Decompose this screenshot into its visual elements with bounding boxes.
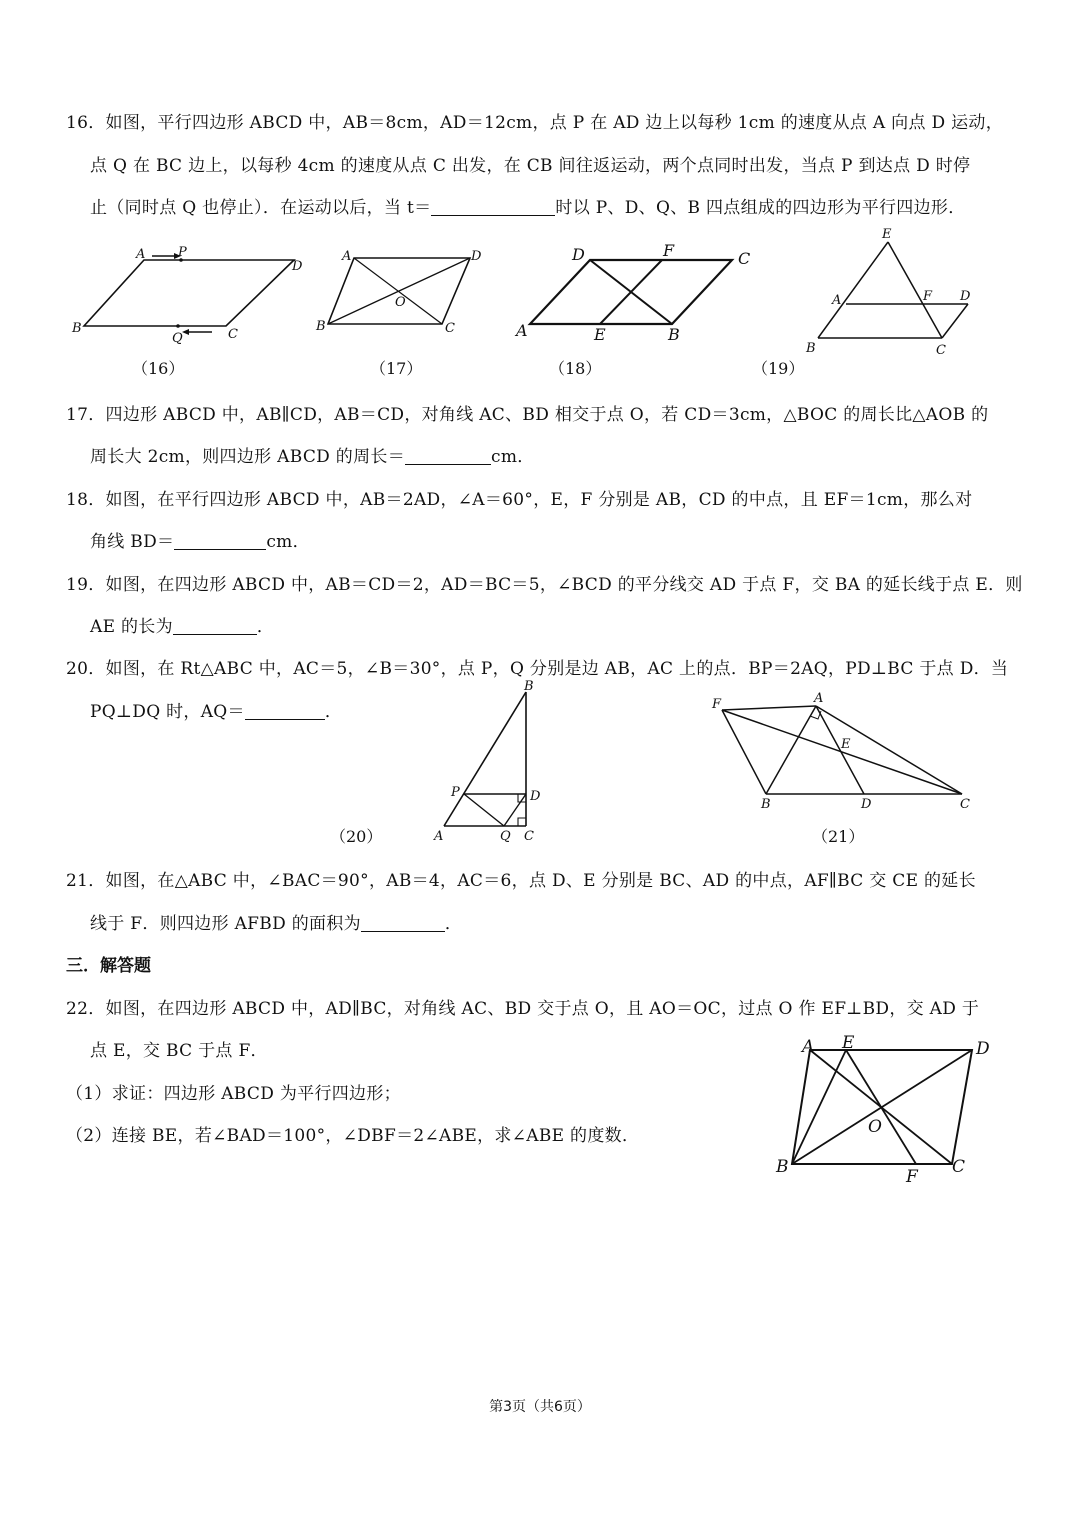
q22-part2: （2）连接 BE，若∠BAD＝100°，∠DBF＝2∠ABE，求∠ABE 的度数． — [66, 1126, 640, 1146]
segment-pq — [464, 794, 504, 826]
label-f: F — [923, 289, 933, 304]
segment-ab — [444, 692, 526, 826]
caption-17: （17） — [370, 359, 423, 378]
label-d: D — [530, 789, 541, 804]
label-c: C — [228, 327, 238, 342]
diagonal-bd — [590, 260, 672, 324]
label-q: Q — [500, 829, 511, 844]
caption-19: （19） — [752, 359, 805, 378]
answer-blank-21[interactable] — [361, 913, 445, 932]
q17-line1: 17．四边形 ABCD 中，AB∥CD，AB＝CD，对角线 AC、BD 相交于点 O，若 CD＝3cm，△BOC 的周长比△AOB 的 — [66, 405, 989, 425]
parallelogram-abcd — [84, 260, 294, 326]
label-f: F — [663, 241, 675, 260]
label-d: D — [471, 249, 482, 264]
label-b: B — [806, 341, 816, 356]
q22-part1: （1）求证：四边形 ABCD 为平行四边形； — [66, 1084, 401, 1104]
label-b: B — [524, 680, 534, 694]
label-c: C — [936, 343, 946, 358]
label-a: A — [136, 247, 146, 262]
q18-line1: 18．如图，在平行四边形 ABCD 中，AB＝2AD，∠A＝60°，E，F 分别是 AB，CD 的中点，且 EF＝1cm，那么对 — [66, 490, 973, 510]
q21-line1: 21．如图，在△ABC 中，∠BAC＝90°，AB＝4，AC＝6，点 D、E 分别是 BC、AD 的中点，AF∥BC 交 CE 的延长 — [66, 871, 976, 891]
segment-fa — [722, 706, 816, 710]
answer-blank-18[interactable] — [174, 531, 266, 550]
q16-line1: 16．如图，平行四边形 ABCD 中，AB＝8cm，AD＝12cm，点 P 在 AD 边上以每秒 1cm 的速度从点 A 向点 D 运动， — [66, 113, 1004, 133]
page-number: 第3页（共6页） — [489, 1399, 591, 1415]
segment-ef — [846, 1050, 916, 1164]
label-e: E — [842, 1033, 855, 1053]
figure-20 — [424, 680, 554, 846]
segment-qd — [504, 794, 526, 826]
label-c: C — [960, 797, 970, 812]
q17-line2: 周长大 2cm，则四边形 ABCD 的周长＝ cm． — [90, 447, 535, 467]
label-a: A — [434, 829, 444, 844]
q19-line2: AE 的长为 ． — [90, 617, 275, 637]
answer-blank-20[interactable] — [245, 701, 325, 720]
q22-line2: 点 E，交 BC 于点 F． — [90, 1041, 268, 1061]
label-a: A — [516, 321, 528, 340]
label-p: P — [451, 785, 460, 800]
label-b: B — [761, 797, 771, 812]
label-p: P — [178, 245, 187, 260]
caption-21: （21） — [812, 827, 865, 846]
q20-line1: 20．如图，在 Rt△ABC 中，AC＝5，∠B＝30°，点 P，Q 分别是边 AB，AC 上的点．BP＝2AQ，PD⊥BC 于点 D．当 — [66, 659, 1009, 679]
figure-18 — [508, 240, 764, 348]
q21-line2: 线于 F．则四边形 AFBD 的面积为 ． — [90, 914, 463, 934]
label-e: E — [841, 737, 851, 752]
answer-blank-17[interactable] — [405, 446, 491, 465]
right-angle-mark-c — [518, 818, 526, 826]
q22-line1: 22．如图，在四边形 ABCD 中，AD∥BC，对角线 AC、BD 交于点 O，且 AO＝OC，过点 O 作 EF⊥BD，交 AD 于 — [66, 999, 980, 1019]
label-c: C — [524, 829, 534, 844]
label-d: D — [861, 797, 872, 812]
segment-ec — [888, 242, 942, 338]
segment-ab — [766, 706, 816, 794]
answer-blank-19[interactable] — [173, 616, 257, 635]
label-o: O — [395, 295, 406, 310]
caption-20: （20） — [330, 827, 383, 846]
segment-dc — [942, 304, 968, 338]
label-b: B — [668, 325, 680, 344]
label-a: A — [814, 692, 824, 706]
figure-16 — [66, 244, 316, 349]
section-heading: 三．解答题 — [66, 956, 151, 976]
figure-22 — [770, 1030, 1000, 1190]
label-d: D — [960, 289, 971, 304]
label-f: F — [712, 697, 722, 712]
figure-17 — [314, 244, 494, 349]
label-c: C — [738, 249, 751, 268]
label-o: O — [868, 1117, 882, 1137]
label-d: D — [976, 1039, 990, 1059]
caption-18: （18） — [549, 359, 602, 378]
label-c: C — [952, 1157, 966, 1177]
segment-ad — [816, 706, 864, 794]
label-e: E — [882, 227, 892, 242]
label-a: A — [802, 1037, 815, 1057]
segment-fc — [722, 710, 962, 794]
q20-line2: PQ⊥DQ 时，AQ＝ ． — [90, 702, 343, 722]
segment-eb — [818, 242, 888, 338]
label-a: A — [832, 293, 842, 308]
q19-line1: 19．如图，在四边形 ABCD 中，AB＝CD＝2，AD＝BC＝5，∠BCD 的平分线交 AD 于点 F，交 BA 的延长线于点 E．则 — [66, 575, 1023, 595]
answer-blank-16[interactable] — [431, 197, 555, 216]
label-q: Q — [172, 331, 183, 346]
label-b: B — [776, 1157, 789, 1177]
figure-21 — [706, 692, 980, 812]
figure-19 — [802, 224, 982, 358]
q18-line2: 角线 BD＝ cm． — [90, 532, 310, 552]
label-d: D — [572, 245, 585, 264]
label-a: A — [342, 249, 352, 264]
label-b: B — [72, 321, 82, 336]
label-d: D — [292, 259, 303, 274]
caption-16: （16） — [132, 359, 185, 378]
label-c: C — [445, 321, 455, 336]
label-f: F — [906, 1167, 918, 1187]
q16-line3: 止（同时点 Q 也停止）．在运动以后，当 t＝ 时以 P、D、Q、B 四点组成的四边形为平行四边形． — [90, 198, 966, 218]
label-e: E — [594, 325, 606, 344]
label-b: B — [316, 319, 326, 334]
q16-line2: 点 Q 在 BC 边上，以每秒 4cm 的速度从点 C 出发，在 CB 间往返运动，两个点同时出发，当点 P 到达点 D 时停 — [90, 156, 971, 176]
